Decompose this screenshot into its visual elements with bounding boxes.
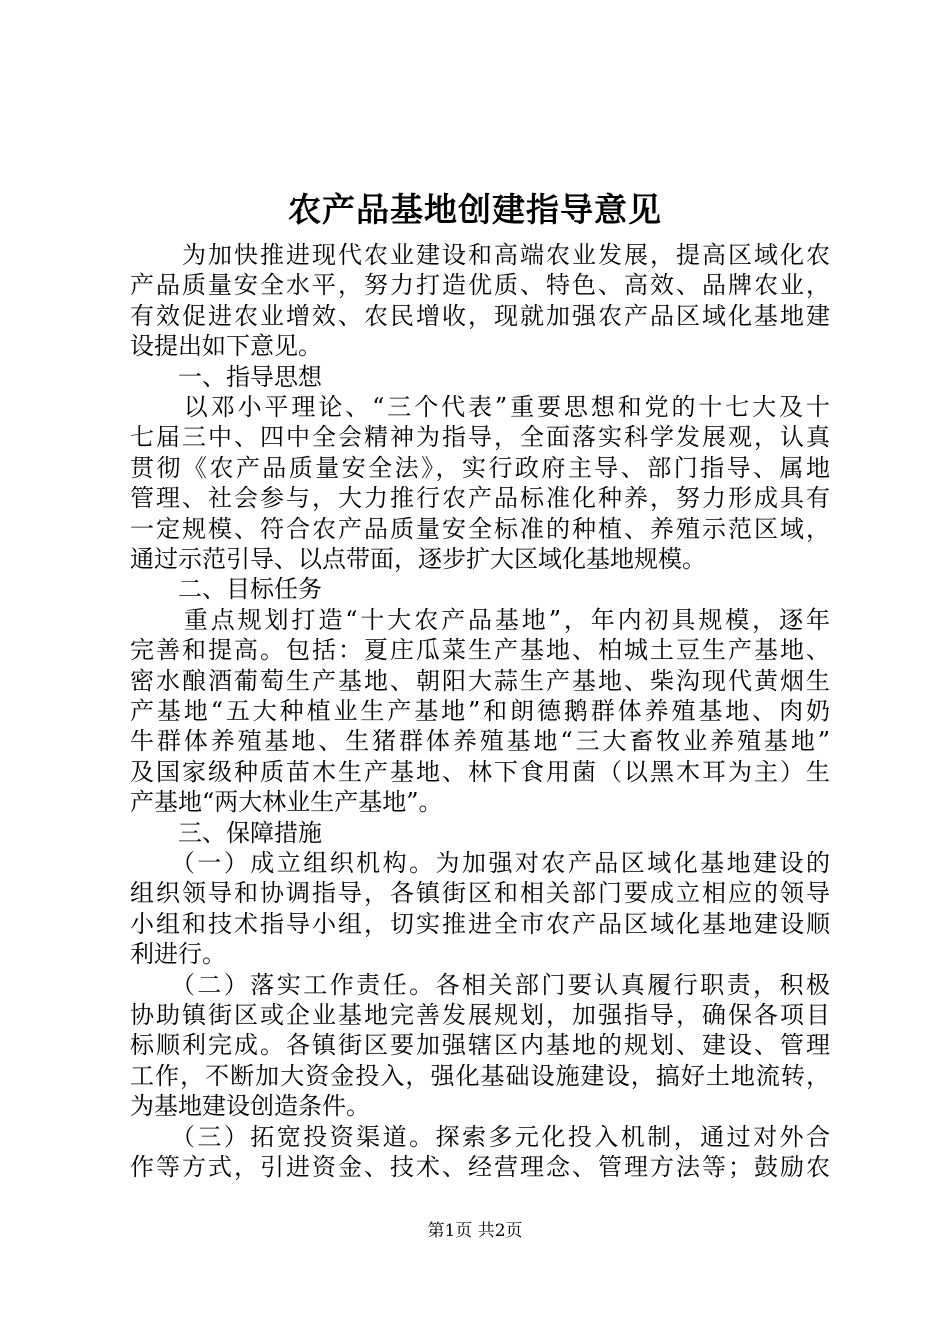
body-line: （一）成立组织机构。为加强对农产品区域化基地建设的 [130,849,830,877]
body-line: 及国家级种质苗木生产基地、林下食用菌（以黑木耳为主）生 [130,758,830,786]
body-line: 七届三中、四中全会精神为指导，全面落实科学发展观，认真 [130,423,830,451]
body-line: 密水酿酒葡萄生产基地、朝阳大蒜生产基地、柴沟现代黄烟生 [130,667,830,695]
body-line: 管理、社会参与，大力推行农产品标准化种养，努力形成具有 [130,484,830,512]
body-line: 小组和技术指导小组，切实推进全市农产品区域化基地建设顺 [130,910,830,938]
body-line: 产品质量安全水平，努力打造优质、特色、高效、品牌农业， [130,271,830,299]
body-line: 重点规划打造“十大农产品基地”，年内初具规模，逐年 [130,606,830,634]
body-line: 通过示范引导、以点带面，逐步扩大区域化基地规模。 [130,545,706,573]
body-line: 以邓小平理论、“三个代表”重要思想和党的十七大及十 [130,393,830,421]
body-line: 为基地建设创造条件。 [130,1092,370,1120]
body-line: 一定规模、符合农产品质量安全标准的种植、养殖示范区域， [130,515,830,543]
body-line: 贯彻《农产品质量安全法》，实行政府主导、部门指导、属地 [130,454,830,482]
page-number-footer: 第1页 共2页 [427,1221,523,1241]
body-line: 完善和提高。包括：夏庄瓜菜生产基地、柏城土豆生产基地、 [130,636,830,664]
body-line: （二）落实工作责任。各相关部门要认真履行职责，积极 [130,971,830,999]
body-line: 一、指导思想 [130,363,322,391]
body-line: 有效促进农业增效、农民增收，现就加强农产品区域化基地建 [130,302,830,330]
document-title: 农产品基地创建指导意见 [288,190,662,229]
body-line: 产基地“五大种植业生产基地”和朗德鹅群体养殖基地、肉奶 [130,697,830,725]
body-line: 协助镇街区或企业基地完善发展规划，加强指导，确保各项目 [130,1001,830,1029]
body-line: （三）拓宽投资渠道。探索多元化投入机制，通过对外合 [130,1123,830,1151]
body-line: 组织领导和协调指导，各镇街区和相关部门要成立相应的领导 [130,879,830,907]
body-line: 为加快推进现代农业建设和高端农业发展，提高区域化农 [130,241,830,269]
body-line: 三、保障措施 [130,819,322,847]
body-line: 标顺利完成。各镇街区要加强辖区内基地的规划、建设、管理 [130,1031,830,1059]
body-line: 工作，不断加大资金投入，强化基础设施建设，搞好土地流转， [130,1062,830,1090]
body-line: 作等方式，引进资金、技术、经营理念、管理方法等；鼓励农 [130,1153,830,1181]
body-line: 产基地“两大林业生产基地”。 [130,788,443,816]
body-line: 牛群体养殖基地、生猪群体养殖基地“三大畜牧业养殖基地” [130,727,830,755]
body-line: 设提出如下意见。 [130,332,322,360]
body-line: 利进行。 [130,940,226,968]
body-line: 二、目标任务 [130,575,322,603]
